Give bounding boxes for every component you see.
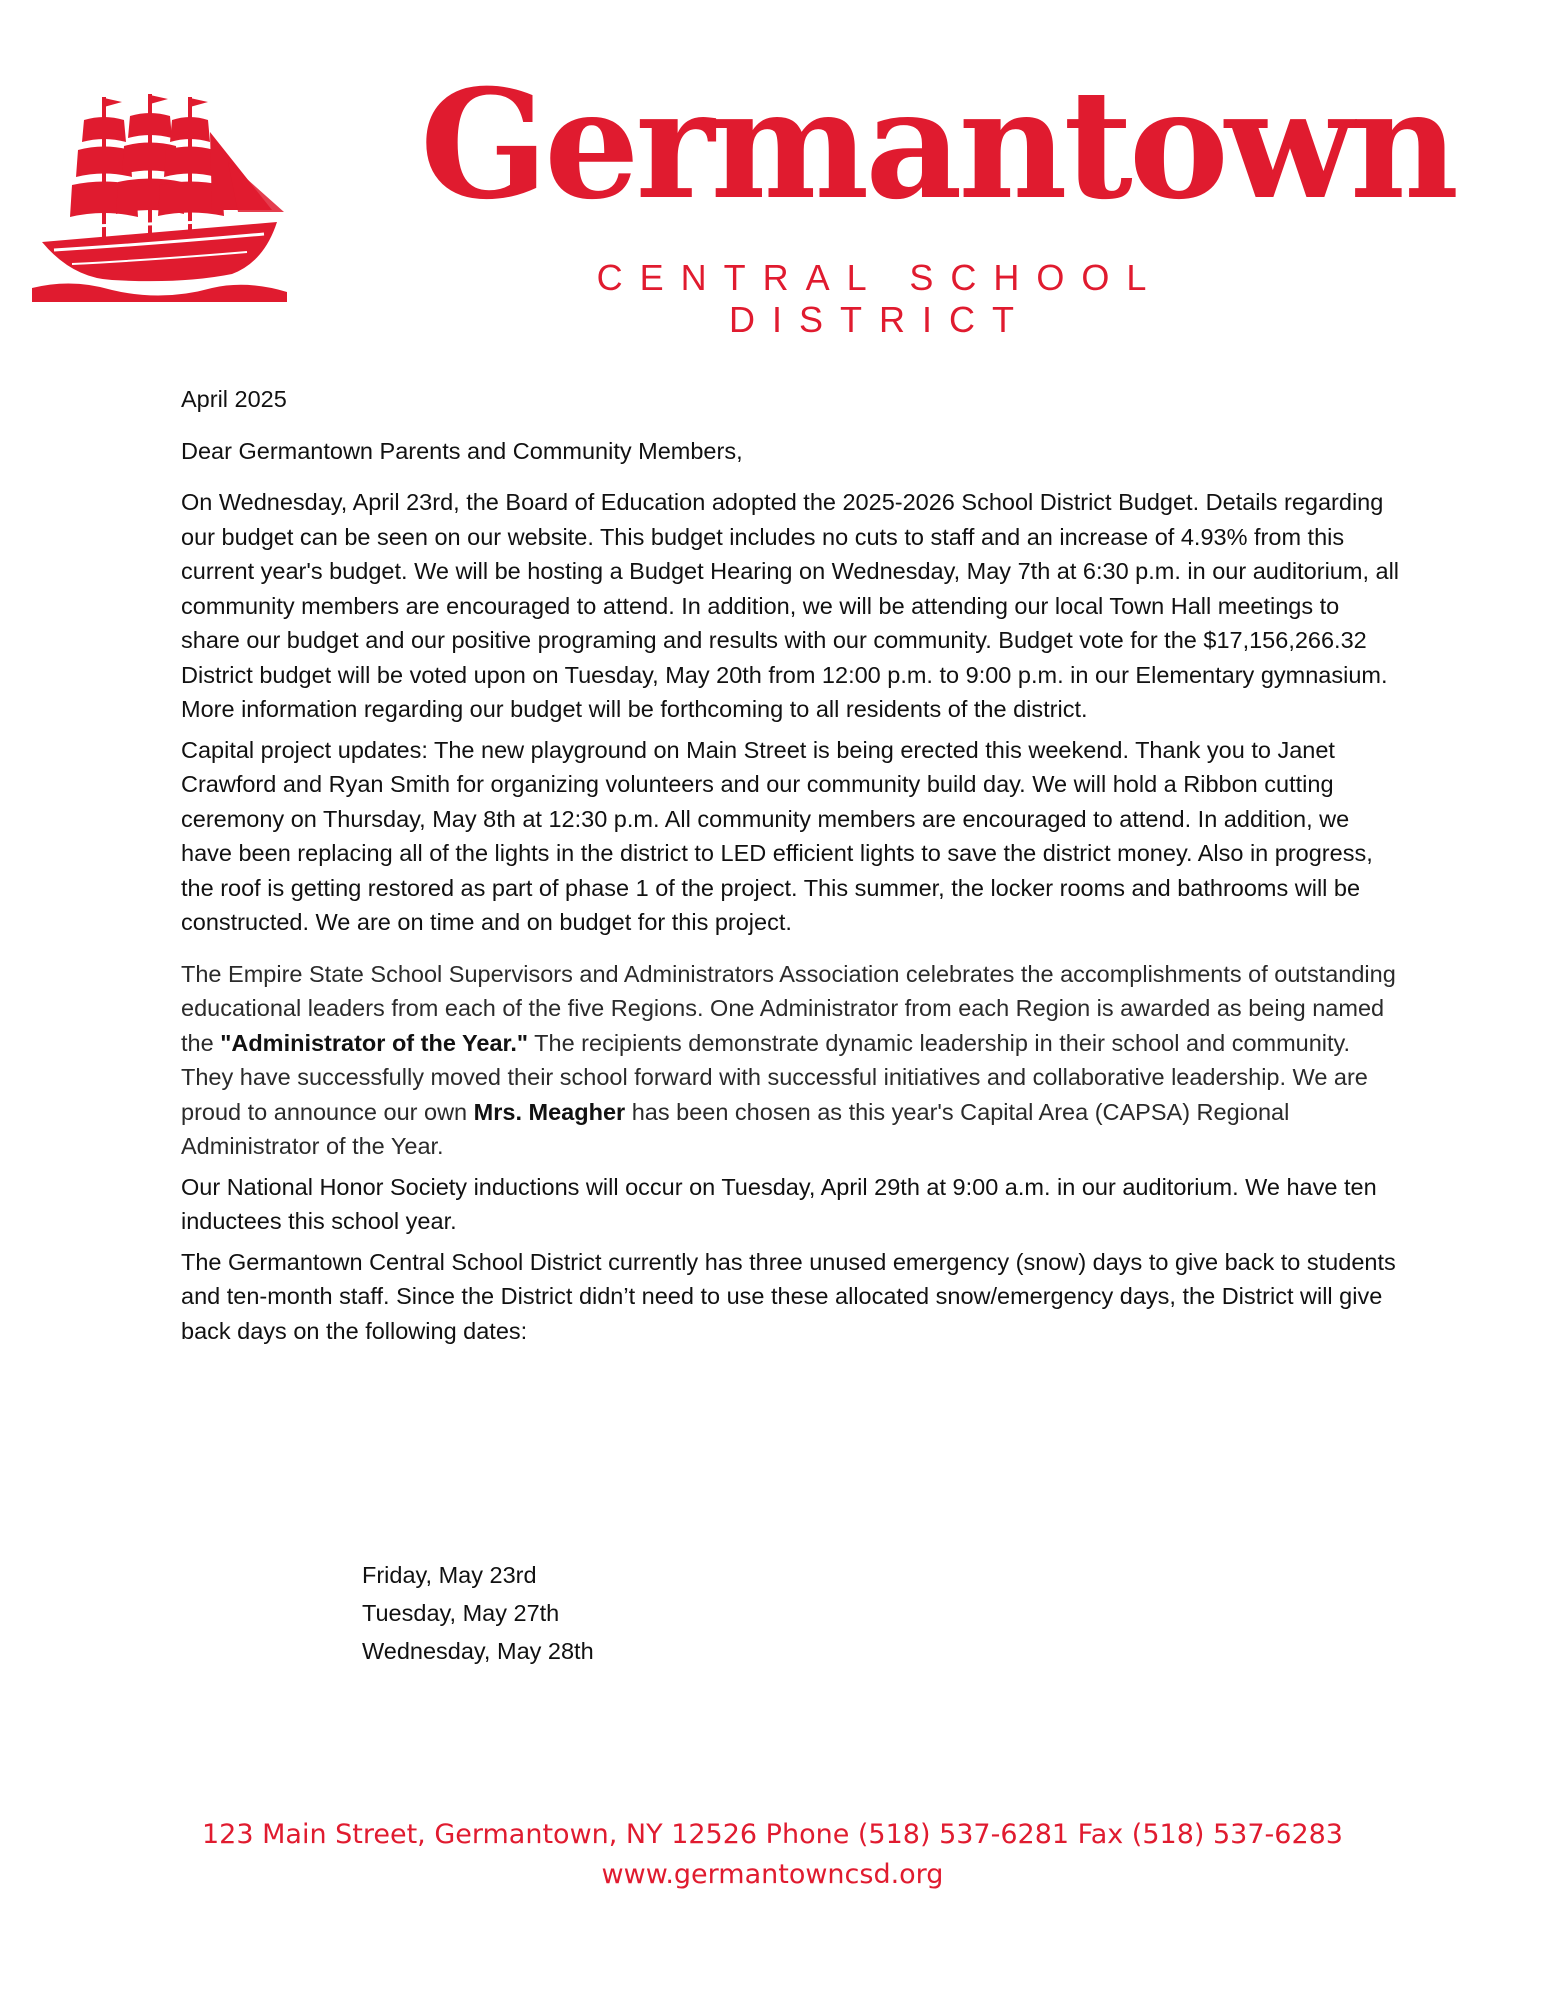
budget-paragraph: On Wednesday, April 23rd, the Board of Education adopted the 2025-2026 School District Budget. Details regarding our budget can be seen on our website. This budget includes no cuts to staff and an increase of 4.93% from this current year's budget. We will be hosting a Budget Hearing on Wednesday, May 7th at 6:30 p.m. in our auditorium, all community members are encouraged to attend. In addition, we will be attending our local Town Hall meetings to share our budget and our positive programing and results with our community. Budget vote for the $17,156,266.32 District budget will be voted upon on Tuesday, May 20th from 12:00 p.m. to 9:00 p.m. in our Elementary gymnasium. More information regarding our budget will be forthcoming to all residents of the district. [181,489,1400,722]
footer-website-link[interactable]: www.germantowncsd.org [601,1859,944,1890]
letterhead [0,0,1545,340]
capital-project-paragraph: Capital project updates: The new playground on Main Street is being erected this weekend. Thank you to Janet Crawford and Ryan Smith for organizing volunteers and our community build day. We will hold a Ribbon cutting ceremony on Thursday, May 8th at 12:30 p.m. All community members are encouraged to attend. In addition, we have been replacing all of the lights in the district to LED efficient lights to save the district money. Also in progress, the roof is getting restored as part of phase 1 of the project. This summer, the locker rooms and bathrooms will be constructed. We are on time and on budget for this project. [181,736,1373,935]
award-title: "Administrator of the Year." [220,1029,529,1056]
snow-days-paragraph: The Germantown Central School District currently has three unused emergency (snow) days to give back to students and ten-month staff. Since the District didn’t need to use these allocated snow/emergency days, the District will give back days on the following dates: [181,1248,1396,1344]
district-name: Germantown [420,57,1456,233]
sailing-ship-icon [32,92,287,302]
footer-address: 123 Main Street, Germantown, NY 12526 Phone (518) 537-6281 Fax (518) 537-6283 [201,1819,1343,1850]
letter-salutation: Dear Germantown Parents and Community Members, [181,437,743,464]
give-back-dates-list [362,1556,594,1670]
award-paragraph [181,957,1401,1164]
footer [0,1815,1545,1895]
honor-society-paragraph: Our National Honor Society inductions will occur on Tuesday, April 29th at 9:00 a.m. in our auditorium. We have ten inductees this school year. [181,1173,1377,1234]
give-back-date: Wednesday, May 28th [362,1638,594,1664]
award-honoree: Mrs. Meagher [473,1098,626,1125]
award-intro: The Empire State School Supervisors and Administrators Association celebrates the accomplishments of outstanding educational leaders from each of the five Regions. One Administrator from each Region is awarded as being named the [181,960,1396,1056]
award-middle: The recipients demonstrate dynamic leadership in their school and community. They have successfully moved their school forward with successful initiatives and collaborative leadership. We are proud to announce our own [181,1029,1368,1125]
give-back-date: Friday, May 23rd [362,1562,537,1588]
award-closing: has been chosen as this year's Capital Area (CAPSA) Regional Administrator of the Year. [181,1098,1290,1159]
letter-date: April 2025 [181,386,287,412]
district-subtitle: CENTRAL SCHOOL DISTRICT [596,257,1164,340]
letter-body [181,382,1401,1365]
give-back-date: Tuesday, May 27th [362,1600,560,1626]
